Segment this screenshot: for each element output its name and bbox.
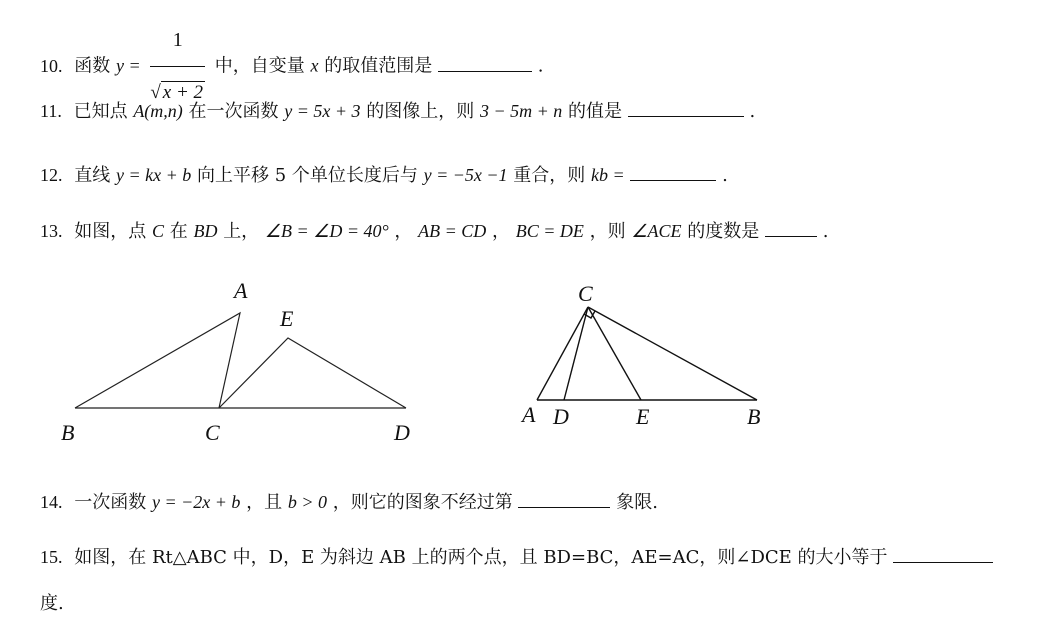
question-text: 度. (40, 593, 64, 614)
math-variable: x (310, 55, 319, 76)
label-c: C (578, 281, 593, 306)
math-expression: ∠ACE (631, 221, 682, 241)
question-text: 中，自变量 (214, 55, 305, 77)
question-text: 的值是 (568, 101, 623, 122)
question-text: 的取值范围是 (324, 55, 433, 77)
fraction-numerator: 1 (150, 14, 205, 67)
math-expression: BD (193, 221, 218, 241)
segment-cd (564, 307, 588, 400)
question-number: 10. (40, 55, 63, 76)
question-number: 12. (40, 165, 63, 185)
label-d: D (553, 404, 569, 429)
question-15-continued (40, 589, 64, 619)
question-text: . (722, 165, 728, 186)
question-14 (40, 487, 658, 517)
label-e: E (636, 404, 650, 429)
question-number: 14. (40, 492, 63, 512)
question-text: ， (492, 221, 511, 242)
question-text: 的图像上，则 (366, 101, 475, 122)
question-text: ， (394, 221, 413, 242)
question-text: ，且 (246, 492, 283, 513)
question-text: . (822, 221, 829, 242)
radicand: x + 2 (162, 82, 204, 103)
question-text: 在 (169, 221, 188, 242)
question-text: 在一次函数 (188, 101, 279, 122)
answer-blank[interactable] (893, 561, 993, 563)
label-b: B (61, 420, 75, 445)
label-a: A (234, 278, 248, 303)
question-text: ，则它的图象不经过第 (332, 492, 513, 513)
math-expression: y = kx + b (115, 165, 192, 185)
question-text: ，则 (589, 221, 626, 242)
question-number: 15. (40, 547, 63, 567)
question-15 (40, 542, 993, 572)
question-text: . (537, 55, 544, 77)
question-text: 已知点 (73, 101, 128, 122)
math-expression: b > 0 (287, 492, 328, 512)
math-expression: A(m,n) (133, 101, 183, 121)
label-e: E (280, 306, 294, 331)
question-text: 如图，点 (74, 221, 147, 242)
question-text: 如图，在 Rt△ABC 中，D，E 为斜边 AB 上的两个点，且 BD=BC，AE=AC，则∠DCE 的大小等于 (74, 547, 888, 568)
question-text: . (749, 101, 756, 122)
segment-ca (537, 307, 588, 400)
answer-blank[interactable] (518, 506, 610, 508)
math-expression: BC = DE (515, 221, 584, 241)
label-b: B (747, 404, 761, 429)
math-expression: AB = CD (418, 221, 487, 241)
math-expression: kb = (591, 165, 625, 185)
math-expression: y = (115, 55, 141, 76)
question-text: 一次函数 (74, 492, 147, 513)
label-d: D (394, 420, 410, 445)
math-expression: y = −5x −1 (423, 165, 508, 185)
question-text: 的度数是 (687, 221, 760, 242)
figure-q15-triangle (537, 307, 757, 400)
label-a: A (522, 402, 536, 427)
sqrt-sign: √ (150, 82, 161, 103)
question-number: 13. (40, 221, 63, 241)
math-variable: C (151, 221, 164, 241)
question-text: 直线 (74, 165, 111, 186)
math-expression: 3 − 5m + n (480, 101, 563, 121)
math-expression: ∠B = ∠D = 40° (264, 221, 389, 241)
question-text: 函数 (74, 55, 111, 77)
question-text: 重合，则 (513, 165, 586, 186)
math-expression: y = −2x + b (151, 492, 241, 512)
question-text: 象限. (616, 492, 658, 513)
label-c: C (205, 420, 220, 445)
math-expression: y = 5x + 3 (284, 101, 361, 121)
question-number: 11. (40, 101, 62, 121)
question-text: 向上平移 5 个单位长度后与 (196, 165, 418, 186)
question-text: 上， (223, 221, 260, 242)
segment-cb (588, 307, 757, 400)
